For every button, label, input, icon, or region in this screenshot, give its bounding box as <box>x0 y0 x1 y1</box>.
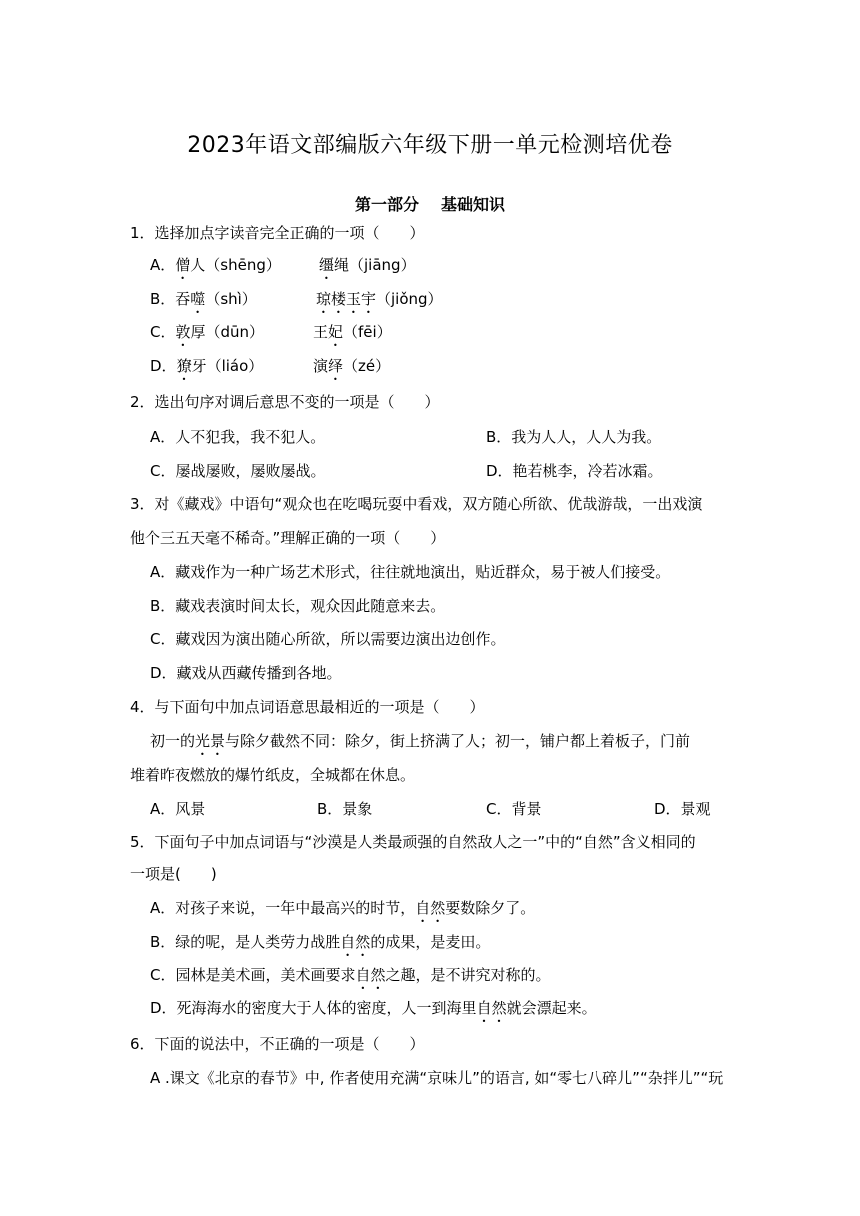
q1-option-b-word2: 琼楼玉宇（jiǒng） <box>316 290 443 308</box>
question-2-stem: 2．选出句序对调后意思不变的一项是（ ） <box>130 393 440 411</box>
section-heading <box>0 192 860 215</box>
q1-option-a-word2: 缰绳（jiāng） <box>319 256 416 274</box>
section-part: 第一部分 <box>354 195 419 214</box>
question-5-stem-line2: 一项是( ) <box>130 865 217 883</box>
question-3-stem-line1: 3．对《藏戏》中语句“观众也在吃喝玩耍中看戏，双方随心所欲、优哉游哉，一出戏演 <box>130 495 703 513</box>
q1-option-d: D．獠牙（liáo） <box>150 357 264 375</box>
question-4-stem: 4．与下面句中加点词语意思最相近的一项是（ ） <box>130 698 485 716</box>
q5-option-b: B．绿的呢，是人类劳力战胜自然的成果，是麦田。 <box>150 933 491 951</box>
q3-option-a: A．藏戏作为一种广场艺术形式，往往就地演出，贴近群众，易于被人们接受。 <box>150 563 671 581</box>
question-6-stem: 6．下面的说法中，不正确的一项是（ ） <box>130 1035 425 1053</box>
q5-option-d: D．死海海水的密度大于人体的密度，人一到海里自然就会漂起来。 <box>150 999 597 1017</box>
q4-passage-line2: 堆着昨夜燃放的爆竹纸皮，全城都在休息。 <box>130 766 416 784</box>
q3-option-d: D．藏戏从西藏传播到各地。 <box>150 664 342 682</box>
q5-option-c: C．园林是美术画，美术画要求自然之趣，是不讲究对称的。 <box>150 966 551 984</box>
question-1-stem: 1．选择加点字读音完全正确的一项（ ） <box>130 224 425 242</box>
q4-option-d: D．景观 <box>654 800 711 818</box>
q4-option-b: B．景象 <box>317 800 373 818</box>
section-name: 基础知识 <box>441 195 506 214</box>
q3-option-b: B．藏戏表演时间太长，观众因此随意来去。 <box>150 597 446 615</box>
q1-option-c: C．敦厚（dūn） <box>150 323 265 341</box>
q4-option-c: C．背景 <box>486 800 542 818</box>
q1-option-b: B．吞噬（shì） <box>150 290 257 308</box>
q2-option-c: C．屡战屡败，屡败屡战。 <box>150 462 326 480</box>
q2-option-d: D．艳若桃李，冷若冰霜。 <box>486 462 663 480</box>
q4-passage-line1: 初一的光景与除夕截然不同：除夕，街上挤满了人；初一，铺户都上着板子，门前 <box>150 732 691 750</box>
q1-option-c-word2: 王妃（fēi） <box>313 323 392 341</box>
q1-option-d-word2: 演绎（zé） <box>313 357 391 375</box>
question-5-stem-line1: 5．下面句子中加点词语与“沙漠是人类最顽强的自然敌人之一”中的“自然”含义相同的 <box>130 833 696 851</box>
q2-option-a: A．人不犯我，我不犯人。 <box>150 428 326 446</box>
page-title: 2023年语文部编版六年级下册一单元检测培优卷 <box>187 133 673 158</box>
question-3-stem-line2: 他个三五天毫不稀奇。”理解正确的一项（ ） <box>130 529 446 547</box>
q3-option-c: C．藏戏因为演出随心所欲，所以需要边演出边创作。 <box>150 630 506 648</box>
q4-option-a: A．风景 <box>150 800 206 818</box>
q6-option-a: A .课文《北京的春节》中, 作者使用充满“京味儿”的语言, 如“零七八碎儿”“杂拌儿”“玩 <box>150 1069 724 1087</box>
q1-option-a: A．僧人（shēng） <box>150 256 281 274</box>
q5-option-a: A．对孩子来说，一年中最高兴的时节，自然要数除夕了。 <box>150 899 536 917</box>
q2-option-b: B．我为人人，人人为我。 <box>486 428 662 446</box>
